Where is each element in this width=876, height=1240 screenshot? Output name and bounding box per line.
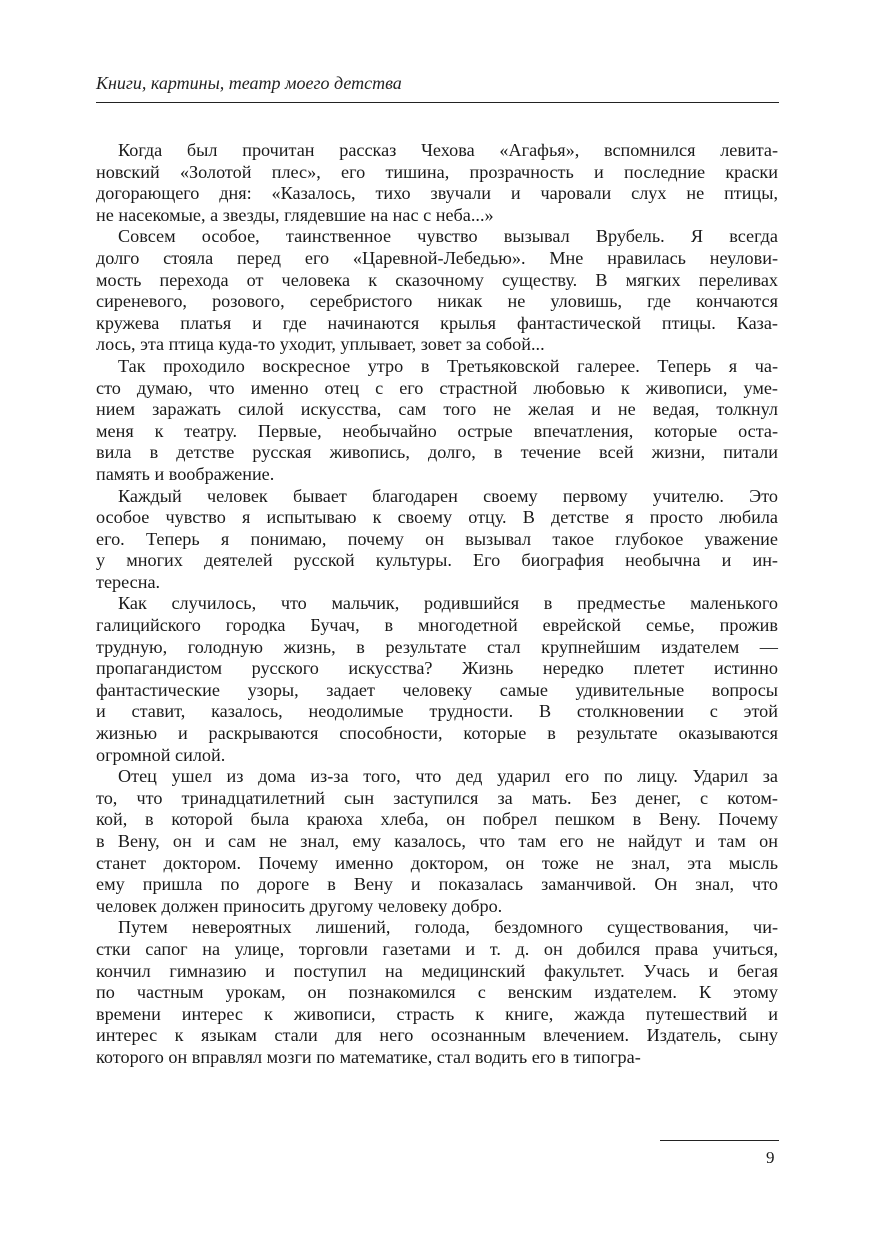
text-line: лось, эта птица куда-то уходит, уплывает, зовет за собой... xyxy=(96,334,545,355)
paragraph xyxy=(96,140,778,226)
text-line: Как случилось, что мальчик, родившийся в предместье маленького xyxy=(118,593,778,614)
text-line: кружева платья и где начинаются крылья фантастической птицы. Каза- xyxy=(96,312,778,333)
text-line: Отец ушел из дома из-за того, что дед ударил его по лицу. Ударил за xyxy=(118,766,778,787)
text-line: и ставит, казалось, неодолимые трудности. В столкновении с этой xyxy=(96,701,778,722)
text-line: Так проходило воскресное утро в Третьяковской галерее. Теперь я ча- xyxy=(118,355,778,376)
text-line: галицийского городка Бучач, в многодетной еврейской семье, прожив xyxy=(96,615,778,636)
text-line: сиреневого, розового, серебристого никак не уловишь, где кончаются xyxy=(96,291,778,312)
text-line: кончил гимназию и поступил на медицинский факультет. Учась и бегая xyxy=(96,960,778,981)
text-line: ему пришла по дороге в Вену и показалась заманчивой. Он знал, что xyxy=(96,874,778,895)
text-line: кой, в которой была краюха хлеба, он побрел пешком в Вену. Почему xyxy=(96,809,778,830)
text-line: жизнью и раскрываются способности, которые в результате оказываются xyxy=(96,723,778,744)
text-line: нием заражать силой искусства, сам того не желая и не ведая, толкнул xyxy=(96,399,778,420)
text-line: интерес к языкам стали для него осознанным влечением. Издатель, сыну xyxy=(96,1025,778,1046)
paragraph xyxy=(96,356,778,486)
text-line: память и воображение. xyxy=(96,463,275,484)
text-line: новский «Золотой плес», его тишина, прозрачность и последние краски xyxy=(96,161,778,182)
text-line: тересна. xyxy=(96,571,161,592)
text-line: Путем невероятных лишений, голода, бездомного существования, чи- xyxy=(118,917,778,938)
paragraph xyxy=(96,766,778,917)
text-line: у многих деятелей русской культуры. Его биография необычна и ин- xyxy=(96,550,778,571)
text-line: времени интерес к живописи, страсть к книге, жажда путешествий и xyxy=(96,1003,778,1024)
body-text xyxy=(96,140,778,1069)
text-line: фантастические узоры, задает человеку самые удивительные вопросы xyxy=(96,679,778,700)
header-divider xyxy=(96,102,779,103)
text-line: меня к театру. Первые, необычайно острые впечатления, которые оста- xyxy=(96,420,778,441)
text-line: огромной силой. xyxy=(96,744,226,765)
text-line: пропагандистом русского искусства? Жизнь нередко плетет истинно xyxy=(96,658,778,679)
text-line: станет доктором. Почему именно доктором, он тоже не знал, эта мысль xyxy=(96,852,778,873)
text-line: Совсем особое, таинственное чувство вызывал Врубель. Я всегда xyxy=(118,226,778,247)
text-line: не насекомые, а звезды, глядевшие на нас с неба...» xyxy=(96,204,494,225)
text-line: догорающего дня: «Казалось, тихо звучали и чаровали слух не птицы, xyxy=(96,183,778,204)
text-line: то, что тринадцатилетний сын заступился за мать. Без денег, с котом- xyxy=(96,787,778,808)
running-head-title: Книги, картины, театр моего детства xyxy=(96,73,402,93)
paragraph xyxy=(96,917,778,1068)
text-line: его. Теперь я понимаю, почему он вызывал такое глубокое уважение xyxy=(96,528,778,549)
text-line: стки сапог на улице, торговли газетами и т. д. он добился права учиться, xyxy=(96,938,778,959)
text-line: человек должен приносить другому человеку добро. xyxy=(96,895,503,916)
text-line: мость перехода от человека к сказочному существу. В мягких переливах xyxy=(96,269,778,290)
text-line: долго стояла перед его «Царевной-Лебедью». Мне нравилась неулови- xyxy=(96,247,778,268)
text-line: в Вену, он и сам не знал, ему казалось, что там его не найдут и там он xyxy=(96,831,778,851)
text-line: которого он вправлял мозги по математике, стал водить его в типогра- xyxy=(96,1046,641,1067)
text-line: трудную, голодную жизнь, в результате стал крупнейшим издателем — xyxy=(96,636,778,657)
text-line: Каждый человек бывает благодарен своему первому учителю. Это xyxy=(118,485,778,506)
text-line: особое чувство я испытываю к своему отцу. В детстве я просто любила xyxy=(96,507,778,528)
paragraph xyxy=(96,593,778,766)
paragraph xyxy=(96,486,778,594)
text-line: Когда был прочитан рассказ Чехова «Агафья», вспомнился левита- xyxy=(118,140,778,160)
paragraph xyxy=(96,226,778,356)
footer-divider xyxy=(660,1140,779,1141)
text-line: по частным урокам, он познакомился с венским издателем. К этому xyxy=(96,982,778,1003)
page-number: 9 xyxy=(766,1148,775,1167)
text-line: вила в детстве русская живопись, долго, в течение всей жизни, питали xyxy=(96,442,778,463)
text-line: сто думаю, что именно отец с его страстной любовью к живописи, уме- xyxy=(96,377,778,398)
